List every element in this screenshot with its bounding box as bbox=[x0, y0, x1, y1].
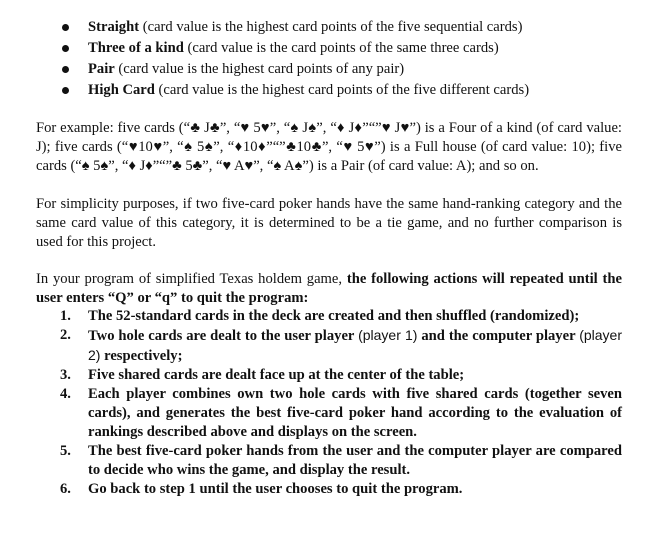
program-intro-bold: the following actions will repeated until the user enters “Q” or “q” to quit the program: bbox=[36, 271, 622, 306]
list-item bbox=[60, 326, 622, 366]
step-number: 4. bbox=[60, 386, 71, 402]
simplicity-paragraph: For simplicity purposes, if two five-card poker hands have the same hand-ranking category and the same card value of this category, it is determined to be a tie game, and no further comparison is used for this project. bbox=[36, 196, 622, 250]
ranking-term: Straight bbox=[88, 19, 140, 35]
program-intro bbox=[36, 270, 622, 308]
step-text: Go back to step 1 until the user chooses to quit the program. bbox=[88, 481, 463, 497]
list-item bbox=[60, 442, 622, 480]
step-number: 6. bbox=[60, 481, 71, 497]
list-item bbox=[60, 366, 622, 385]
step-text: Two hole cards are dealt to the user player bbox=[88, 328, 359, 344]
ranking-term: Three of a kind bbox=[88, 40, 184, 56]
step-text: Five shared cards are dealt face up at the center of the table; bbox=[88, 367, 465, 383]
list-item bbox=[60, 307, 622, 326]
ranking-description: (card value is the card points of the same three cards) bbox=[183, 40, 499, 56]
ranking-description: (card value is the highest card points of the five different cards) bbox=[154, 82, 530, 98]
bullet-icon bbox=[62, 24, 69, 31]
step-text: The best five-card poker hands from the user and the computer player are compared to decide who wins the game, and display the result. bbox=[88, 443, 622, 478]
example-paragraph: For example: five cards (“♣ J♣”, “♥ 5♥”, “♠ J♠”, “♦ J♦”“”♥ J♥”) is a Four of a kind (of card value: J); five cards (“♥10♥”, “♠ 5♠”, “♦10♦”“”♣10♣”, “♥ 5♥”) is a Full house (of card value: 10); five cards (“♠ 5♠”, “♦ J♦”“”♣ 5♣”, “♥ A♥”, “♠ A♠”) is a Pair (of card value: A); and so on. bbox=[36, 120, 622, 174]
step-text: The 52-standard cards in the deck are created and then shuffled (randomized); bbox=[88, 308, 580, 324]
list-item bbox=[60, 480, 622, 499]
step-text: and the computer player bbox=[417, 328, 580, 344]
program-intro-text: In your program of simplified Texas holdem game, bbox=[36, 271, 347, 287]
list-item bbox=[60, 385, 622, 442]
list-item bbox=[60, 18, 620, 37]
ranking-term: High Card bbox=[88, 82, 155, 98]
bullet-icon bbox=[62, 87, 69, 94]
ranking-description: (card value is the highest card points of any pair) bbox=[114, 61, 405, 77]
ranking-description: (card value is the highest card points of the five sequential cards) bbox=[139, 19, 523, 35]
player-label: (player 2) bbox=[88, 327, 622, 363]
list-item bbox=[60, 81, 620, 100]
program-steps-list bbox=[60, 307, 622, 499]
hand-ranking-list bbox=[60, 18, 620, 102]
list-item bbox=[60, 60, 620, 79]
step-number: 5. bbox=[60, 443, 71, 459]
list-item bbox=[60, 39, 620, 58]
step-text: Each player combines own two hole cards with five shared cards (together seven cards), and generates the best five-card poker hand according to the evaluation of rankings described above and displays on the screen. bbox=[88, 386, 622, 440]
step-number: 2. bbox=[60, 327, 71, 343]
ranking-term: Pair bbox=[88, 61, 115, 77]
player-label: (player 1) bbox=[358, 327, 418, 343]
step-text: respectively; bbox=[100, 348, 183, 364]
step-number: 3. bbox=[60, 367, 71, 383]
step-number: 1. bbox=[60, 308, 71, 324]
bullet-icon bbox=[62, 66, 69, 73]
bullet-icon bbox=[62, 45, 69, 52]
